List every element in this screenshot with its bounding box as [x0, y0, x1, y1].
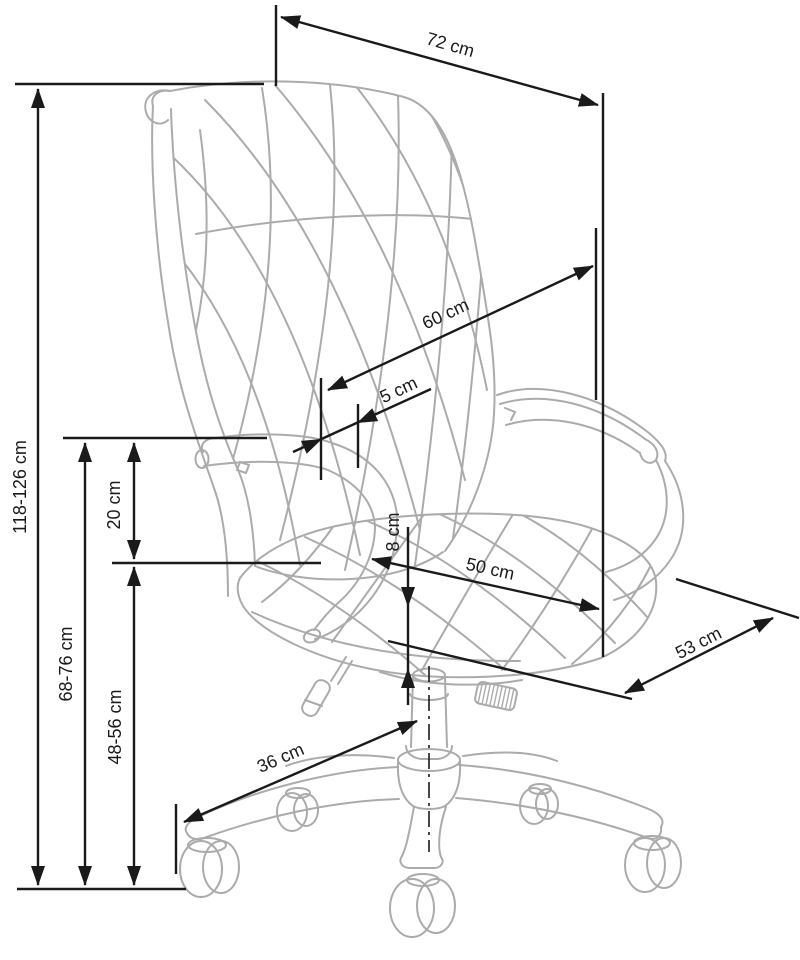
dim-backrest-top-width-line [281, 17, 598, 105]
tension-knob [474, 681, 518, 711]
dim-base-leg-reach-line [184, 721, 417, 822]
headrest-curl [145, 90, 170, 123]
extension-lines [15, 5, 799, 889]
seat [238, 511, 657, 685]
dim-label-seat-width: 50 cm [464, 553, 517, 584]
dim-label-armrest-above-seat: 20 cm [103, 480, 124, 530]
tilt-lever [300, 657, 352, 718]
dim-label-seat-thickness: 8 cm [382, 512, 403, 552]
backrest [145, 81, 494, 596]
dim-seat-depth-line [625, 618, 773, 693]
seat-quilting [252, 511, 650, 675]
caster-left [180, 838, 239, 897]
base [180, 749, 681, 937]
dimension-lines [38, 17, 773, 885]
dim-backrest-side-offset-line [293, 389, 431, 454]
dimension-labels [10, 28, 725, 776]
base-leg-front [400, 807, 446, 868]
dim-label-armrest-height: 68-76 cm [55, 626, 76, 702]
caster-right [625, 836, 681, 892]
ext-line-53-top [676, 579, 799, 618]
base-leg-rear-right [463, 753, 558, 824]
dim-label-backrest-side-offset: 5 cm [376, 372, 421, 408]
base-leg-left [186, 767, 399, 839]
dim-label-base-leg-reach: 36 cm [254, 738, 307, 777]
dim-label-total-height: 118-126 cm [9, 440, 30, 534]
dim-label-seat-height: 48-56 cm [104, 689, 125, 765]
backrest-quilting [150, 85, 492, 570]
base-leg-right [456, 765, 663, 839]
armrest-right [497, 389, 683, 600]
dim-label-seat-depth: 53 cm [672, 622, 725, 663]
dim-label-backrest-top-width: 72 cm [424, 28, 477, 62]
base-leg-rear-left [277, 755, 394, 831]
dimension-annotations [15, 5, 799, 889]
dim-label-backrest-width: 60 cm [419, 294, 472, 334]
caster-front [390, 874, 455, 937]
